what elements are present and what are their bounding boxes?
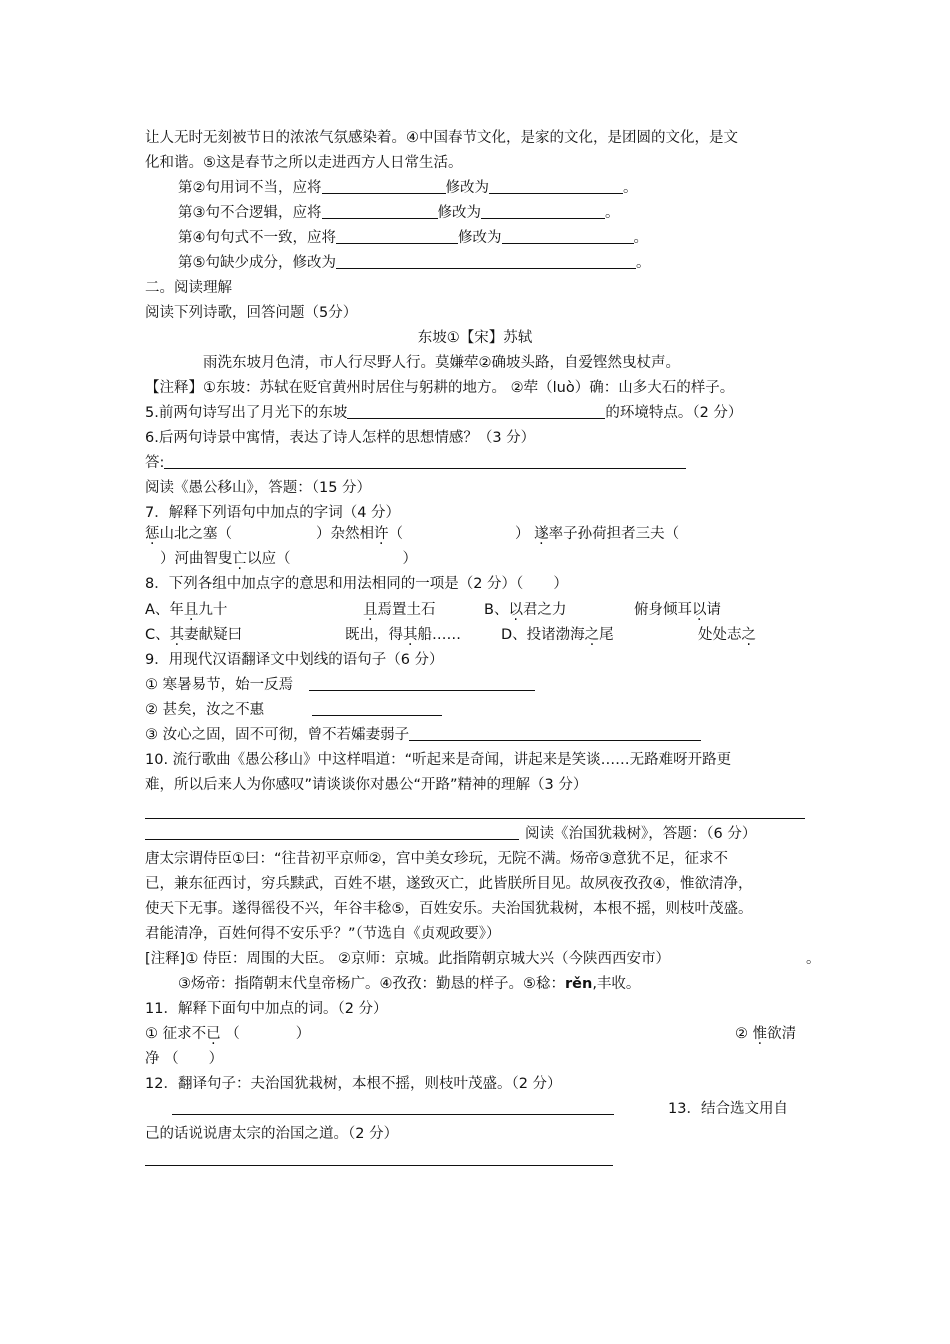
question-13-start: 13．结合选文用自: [668, 1101, 788, 1117]
question-7-items: 惩山北之塞（ ）杂然相许（ ） 遂率子孙荷担者三夫（: [145, 526, 680, 542]
text-line-1: 让人无时无刻被节日的浓浓气氛感染着。④中国春节文化，是家的文化，是团圆的文化，是文: [145, 130, 738, 146]
question-7-items-2: ）河曲智叟亡以应（ ）: [160, 551, 417, 567]
answer-blank[interactable]: [164, 454, 686, 469]
q-sentence-2: 第②句用词不当，应将 修改为 。: [178, 180, 638, 196]
poem-body: 雨洗东坡月色清，市人行尽野人行。莫嫌荦②确坡头路，自爱铿然曳杖声。: [203, 355, 680, 371]
answer-blank[interactable]: [347, 404, 605, 419]
question-9-title: 9．用现代汉语翻译文中划线的语句子（6 分）: [145, 652, 444, 668]
passage-line-4: 君能清净，百姓何得不安乐乎？”（节选自《贞观政要》）: [145, 926, 501, 942]
question-10-line-1: 10. 流行歌曲《愚公移山》中这样唱道：“听起来是奇闻，讲起来是笑谈……无路难呀开路更: [145, 752, 732, 768]
question-7-title: 7．解释下列语句中加点的字词（4 分）: [145, 505, 401, 521]
option-c: C、其妻献疑曰: [145, 627, 243, 643]
poem-intro: 阅读下列诗歌，回答问题（5分）: [145, 305, 358, 321]
poem-note: 【注释】①东坡：苏轼在贬官黄州时居住与躬耕的地方。 ②荦（luò）确：山多大石的样子。: [145, 380, 735, 396]
question-9-item-1: ① 寒暑易节，始一反焉: [145, 675, 535, 695]
note-line-2: ③炀帝：指隋朝末代皇帝杨广。④孜孜：勤恳的样子。⑤稔：rěn,丰收。: [178, 976, 641, 992]
option-d-2: 处处志之: [698, 627, 756, 643]
q-sentence-5: 第⑤句缺少成分，修改为 。: [178, 255, 651, 271]
question-6: 6.后两句诗景中寓情，表达了诗人怎样的思想情感？（3 分）: [145, 430, 536, 446]
yugong-intro: 阅读《愚公移山》，答题：（15 分）: [145, 480, 372, 496]
question-11-item-2-cont: 净 （ ）: [145, 1051, 224, 1067]
answer-blank[interactable]: [481, 204, 605, 219]
q-sentence-4: 第④句句式不一致，应将 修改为 。: [178, 230, 648, 246]
answer-blank[interactable]: [489, 179, 623, 194]
answer-rule[interactable]: [145, 1165, 613, 1166]
option-d: D、投诸渤海之尾: [501, 627, 614, 643]
question-10-line-2: 难，所以后来人为你感叹”请谈谈你对愚公“开路”精神的理解（3 分）: [145, 777, 588, 793]
q-sentence-3: 第③句不合逻辑，应将 修改为 。: [178, 205, 620, 221]
option-c-2: 既出，得其船……: [345, 627, 461, 643]
question-11-item-1: ① 征求不已 （ ）: [145, 1026, 311, 1042]
answer-blank[interactable]: [409, 726, 701, 741]
passage-line-2: 已，兼东征西讨，穷兵黩武，百姓不堪，遂致灭亡，此皆朕所目见。故夙夜孜孜④，惟欲清净，: [145, 876, 753, 892]
answer-blank[interactable]: [336, 229, 458, 244]
answer-blank[interactable]: [145, 825, 519, 840]
answer-blank[interactable]: [336, 254, 636, 269]
poem-title: 东坡①【宋】苏轼: [417, 330, 533, 346]
answer-blank[interactable]: [172, 1100, 614, 1115]
question-12-answer: [172, 1099, 614, 1119]
answer-rule[interactable]: [145, 818, 805, 819]
question-9-item-3: ③ 汝心之固，固不可彻，曾不若孀妻弱子: [145, 725, 701, 745]
note-line-1-end: 。: [806, 951, 821, 967]
question-8-title: 8．下列各组中加点字的意思和用法相同的一项是（2 分）（ ）: [145, 576, 568, 592]
text-line-2: 化和谐。⑤这是春节之所以走进西方人日常生活。: [145, 155, 463, 171]
passage-line-3: 使天下无事。遂得徭役不兴，年谷丰稔⑤，百姓安乐。夫治国犹栽树，本根不摇，则枝叶茂盛。: [145, 901, 753, 917]
answer-blank[interactable]: [309, 676, 535, 691]
option-a: A、年且九十: [145, 602, 228, 618]
answer-blank[interactable]: [322, 204, 438, 219]
passage-line-1: 唐太宗谓侍臣①曰：“往昔初平京师②，宫中美女珍玩，无院不满。炀帝③意犹不足，征求不: [145, 851, 729, 867]
zhiguo-intro-line: 阅读《治国犹栽树》，答题：（6 分）: [145, 824, 756, 844]
question-12: 12．翻译句子：夫治国犹栽树，本根不摇，则枝叶茂盛。（2 分）: [145, 1076, 562, 1092]
question-9-item-2: ② 甚矣，汝之不惠: [145, 700, 442, 720]
question-11-item-2: ② 惟欲清: [735, 1026, 797, 1042]
question-5: 5.前两句诗写出了月光下的东坡 的环境特点。（2 分）: [145, 405, 743, 421]
answer-blank[interactable]: [322, 179, 446, 194]
section-heading: 二。阅读理解: [145, 280, 232, 296]
option-b-2: 俯身倾耳以请: [634, 602, 721, 618]
question-11-title: 11．解释下面句中加点的词。（2 分）: [145, 1001, 388, 1017]
answer-blank[interactable]: [502, 229, 634, 244]
option-a-2: 且焉置土石: [363, 602, 436, 618]
question-13-cont: 己的话说说唐太宗的治国之道。（2 分）: [145, 1126, 399, 1142]
note-line-1: [注释]① 侍臣：周围的大臣。 ②京师：京城。此指隋朝京城大兴（今陕西西安市）: [145, 951, 671, 967]
answer-blank[interactable]: [312, 701, 442, 716]
answer-line: 答:: [145, 453, 686, 473]
option-b: B、以君之力: [484, 602, 567, 618]
